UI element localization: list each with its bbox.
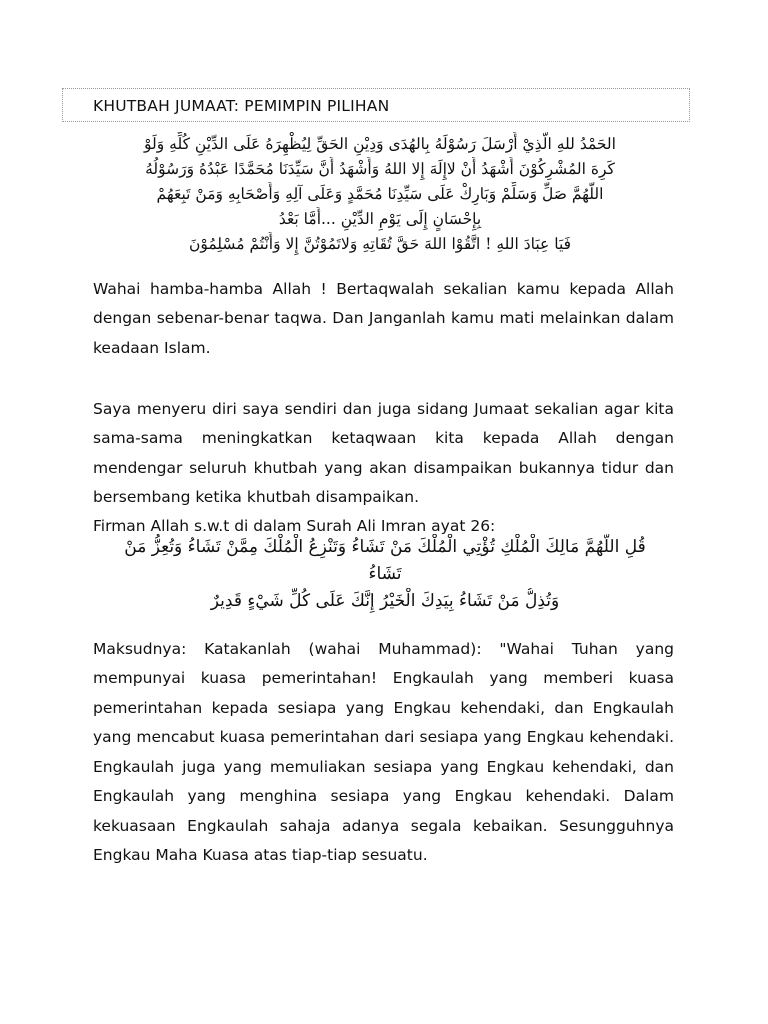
paragraph-exhortation: Saya menyeru diri saya sendiri dan juga sidang Jumaat sekalian agar kita sama-sama meningkatkan ketaqwaan kita kepada Allah dengan mendengar seluruh khutbah yang akan disampaikan bukannya tidur dan bersembang ketika khutbah disampaikan. bbox=[93, 399, 674, 506]
arabic-line: اللَّهُمَّ صَلِّ وَسَلِّمْ وَبَارِكْ عَلَى سَيِّدِنَا مُحَمَّدٍ وَعَلَى آلِهِ وَأَصْحَابِهِ وَمَنْ تَبِعَهُمْ bbox=[156, 185, 604, 203]
verse-line: قُلِ اللَّهُمَّ مَالِكَ الْمُلْكِ تُؤْتِي الْمُلْكَ مَنْ تَشَاءُ وَتَنْزِعُ الْمُلْكَ مِمَّنْ تَشَاءُ وَتُعِزُّ مَنْ bbox=[124, 537, 646, 557]
arabic-line: الحَمْدُ للهِ الَّذِيْ أَرْسَلَ رَسُوْلَهُ بِالهُدَى وَدِيْنِ الحَقِّ لِيُظْهِرَهُ عَلَى الدِّيْنِ كُلِّهِ وَلَوْ bbox=[144, 135, 616, 153]
verse-intro: Firman Allah s.w.t di dalam Surah Ali Imran ayat 26: bbox=[93, 516, 496, 535]
verse-arabic-block bbox=[100, 534, 670, 615]
opening-arabic-block bbox=[120, 132, 640, 257]
verse-line: وَتُذِلُّ مَنْ تَشَاءُ بِيَدِكَ الْخَيْرُ إِنَّكَ عَلَى كُلِّ شَيْءٍ قَدِيرٌ bbox=[210, 591, 560, 611]
arabic-line: فَيَا عِبَادَ اللهِ ! اتَّقُوْا اللهَ حَقَّ تُقَاتِهِ وَلاتَمُوْتُنَّ إِلا وَأَنْتُمْ مُسْلِمُوْنَ bbox=[188, 235, 572, 253]
arabic-line: كَرِهَ المُشْرِكُوْنَ أَشْهَدُ أَنْ لاإِلَهَ إِلا اللهُ وَأَشْهَدُ أَنَّ سَيِّدَنَا مُحَمَّدًا عَبْدُهُ وَرَسُوْلُهُ bbox=[145, 160, 615, 178]
verse-line: تَشَاءُ bbox=[368, 564, 402, 584]
page-title: KHUTBAH JUMAAT: PEMIMPIN PILIHAN bbox=[93, 97, 390, 115]
paragraph-taqwa: Wahai hamba-hamba Allah ! Bertaqwalah sekalian kamu kepada Allah dengan sebenar-benar taqwa. Dan Janganlah kamu mati melainkan dalam keadaan Islam. bbox=[93, 279, 674, 357]
title-box bbox=[62, 88, 690, 122]
arabic-line: بِإِحْسَانٍ إِلَى يَوْمِ الدِّيْنِ ...أَمَّا بَعْدُ bbox=[278, 210, 482, 228]
verse-translation: Maksudnya: Katakanlah (wahai Muhammad): "Wahai Tuhan yang mempunyai kuasa pemerintahan! Engkaulah yang memberi kuasa pemerintahan kepada sesiapa yang Engkau kehendaki, dan Engkaulah yang mencabut kuasa pemerintahan dari sesiapa yang Engkau kehendaki. Engkaulah juga yang memuliakan sesiapa yang Engkau kehendaki, dan Engkaulah yang menghina sesiapa yang Engkau kehendaki. Dalam kekuasaan Engkaulah sahaja adanya segala kebaikan. Sesungguhnya Engkau Maha Kuasa atas tiap-tiap sesuatu. bbox=[93, 639, 674, 864]
